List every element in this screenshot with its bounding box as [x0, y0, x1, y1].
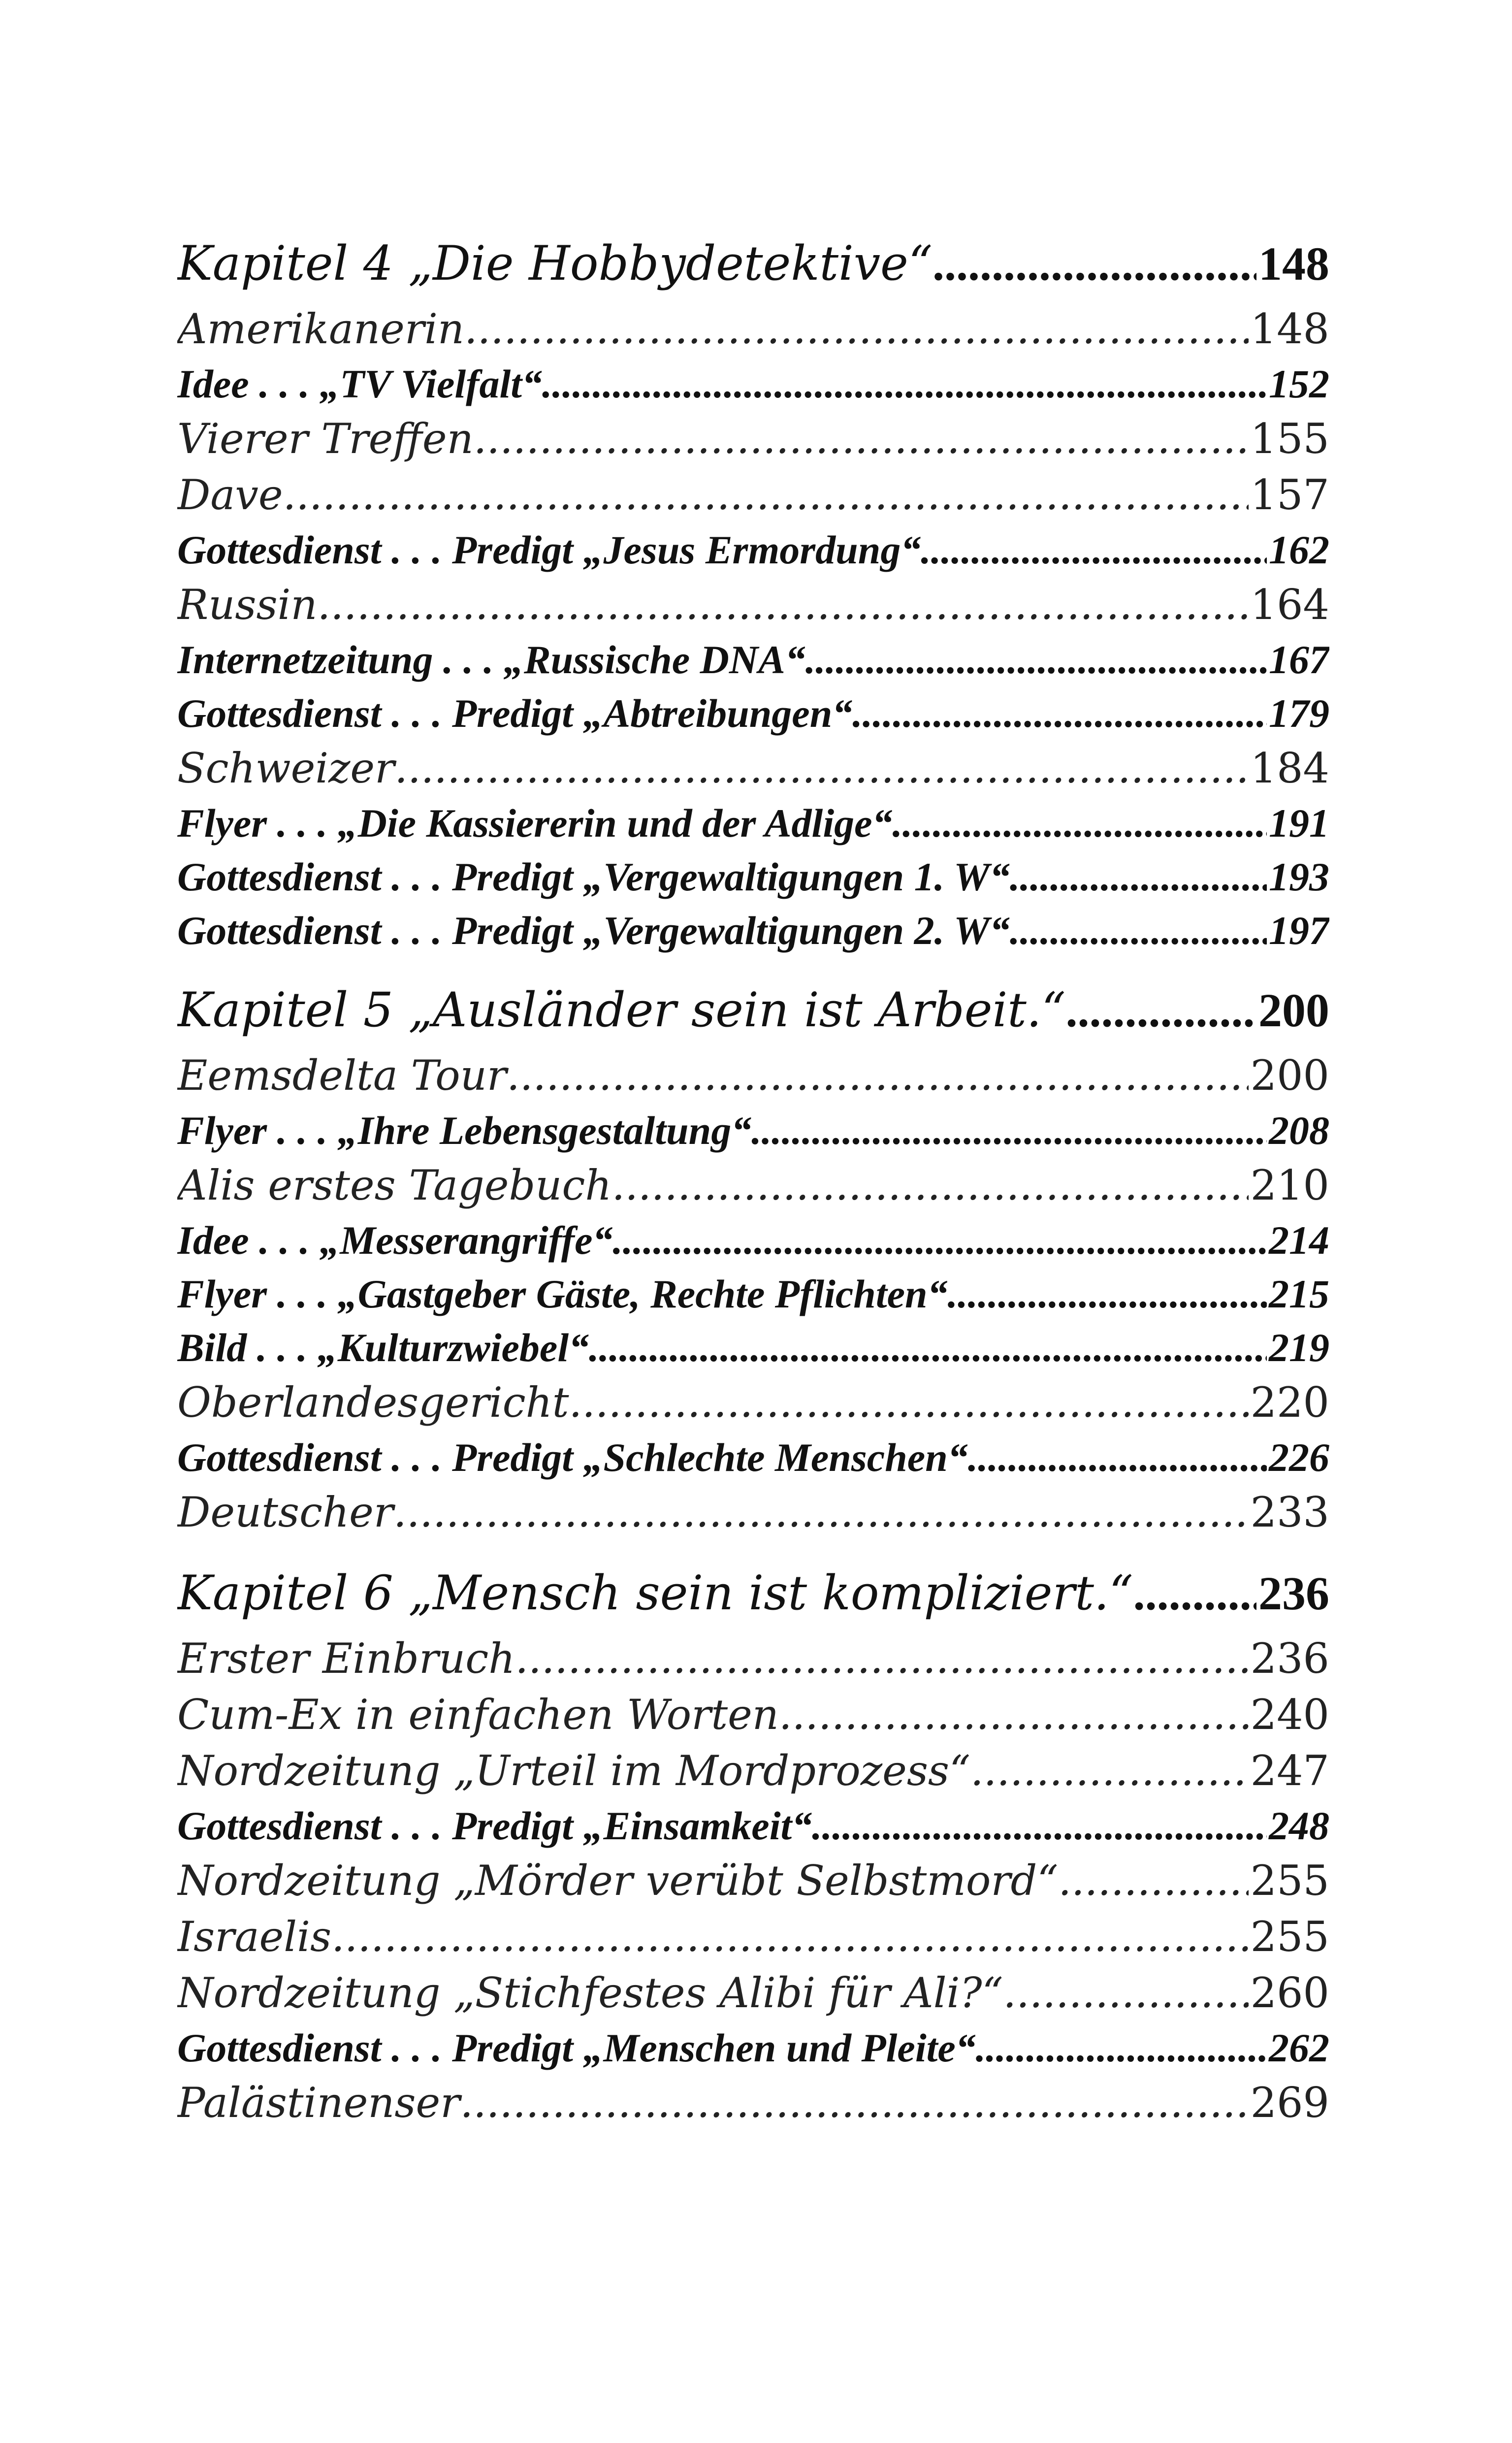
dot-leader	[948, 1267, 1267, 1321]
page-number: 219	[1269, 1325, 1329, 1370]
table-of-contents	[177, 227, 1329, 2131]
dot-leader	[515, 1630, 1248, 1687]
page-number: 214	[1269, 1218, 1329, 1263]
entry-title: Nordzeitung „Urteil im Mordprozess“	[177, 1747, 970, 1795]
dot-leader	[1065, 974, 1256, 1047]
entry-title: Oberlandesgericht	[177, 1378, 569, 1427]
dot-leader	[393, 1484, 1249, 1540]
dot-leader	[507, 1047, 1249, 1104]
entry-title: Idee . . . „TV Vielfalt“	[177, 361, 543, 406]
page-number: 193	[1269, 854, 1329, 899]
toc-entry[interactable]	[177, 850, 1329, 904]
page-number: 179	[1269, 691, 1329, 736]
toc-entry[interactable]	[177, 1321, 1329, 1374]
entry-title: Internetzeitung . . . „Russische DNA“	[177, 637, 805, 682]
entry-title: Flyer . . . „Gastgeber Gäste, Rechte Pflichten“	[177, 1271, 948, 1316]
dot-leader	[1010, 850, 1267, 904]
page-number: 157	[1250, 471, 1329, 519]
entry-title: Eemsdelta Tour	[177, 1051, 507, 1100]
entry-title: Gottesdienst . . . Predigt „Vergewaltigungen 2. W“	[177, 908, 1010, 953]
dot-leader	[612, 1157, 1249, 1213]
toc-entry[interactable]	[177, 1799, 1329, 1853]
dot-leader	[464, 301, 1249, 357]
toc-entry[interactable]	[177, 467, 1329, 523]
entry-title: Russin	[177, 581, 318, 629]
dot-leader	[751, 1104, 1267, 1157]
chapter-heading[interactable]	[177, 227, 1329, 301]
page-number: 155	[1250, 415, 1329, 463]
toc-entry[interactable]	[177, 1047, 1329, 1104]
dot-leader	[1133, 1557, 1256, 1630]
page-number: 200	[1258, 984, 1329, 1037]
entry-title: Alis erstes Tagebuch	[177, 1161, 612, 1209]
page-number: 197	[1269, 908, 1329, 953]
page-number: 191	[1269, 801, 1329, 846]
dot-leader	[812, 1799, 1267, 1853]
toc-entry[interactable]	[177, 1267, 1329, 1321]
entry-title: Gottesdienst . . . Predigt „Vergewaltigungen 1. W“	[177, 854, 1010, 899]
toc-entry[interactable]	[177, 577, 1329, 633]
dot-leader	[933, 227, 1256, 301]
dot-leader	[474, 411, 1249, 467]
chapter-spacer	[177, 1540, 1329, 1556]
toc-entry[interactable]	[177, 1687, 1329, 1743]
chapter-title: Kapitel 6 „Mensch sein ist kompliziert.“	[177, 1565, 1133, 1621]
chapter-heading[interactable]	[177, 1556, 1329, 1630]
toc-entry[interactable]	[177, 740, 1329, 796]
page-number: 215	[1269, 1271, 1329, 1316]
entry-title: Gottesdienst . . . Predigt „Schlechte Menschen“	[177, 1435, 968, 1480]
entry-title: Gottesdienst . . . Predigt „Abtreibungen“	[177, 691, 853, 736]
toc-entry[interactable]	[177, 301, 1329, 357]
toc-entry[interactable]	[177, 1853, 1329, 1909]
toc-entry[interactable]	[177, 411, 1329, 467]
chapter-title: Kapitel 4 „Die Hobbydetektive“	[177, 236, 933, 291]
page-number: 262	[1269, 2025, 1329, 2070]
page-number: 148	[1258, 237, 1329, 290]
toc-entry[interactable]	[177, 1909, 1329, 1965]
dot-leader	[1058, 1853, 1248, 1909]
page-number: 148	[1250, 305, 1329, 353]
dot-leader	[976, 2021, 1267, 2075]
toc-entry[interactable]	[177, 1104, 1329, 1157]
chapter-heading[interactable]	[177, 973, 1329, 1047]
dot-leader	[331, 1909, 1249, 1965]
toc-entry[interactable]	[177, 523, 1329, 577]
entry-title: Cum-Ex in einfachen Worten	[177, 1691, 779, 1739]
page-number: 240	[1250, 1691, 1329, 1739]
entry-title: Gottesdienst . . . Predigt „Einsamkeit“	[177, 1803, 812, 1848]
entry-title: Nordzeitung „Stichfestes Alibi für Ali?“	[177, 1969, 1003, 2017]
toc-entry[interactable]	[177, 2021, 1329, 2075]
toc-entry[interactable]	[177, 1213, 1329, 1267]
dot-leader	[1010, 904, 1267, 957]
entry-title: Dave	[177, 471, 283, 519]
dot-leader	[805, 633, 1267, 686]
entry-title: Flyer . . . „Die Kassiererin und der Adlige“	[177, 801, 893, 846]
toc-entry[interactable]	[177, 2075, 1329, 2131]
page-number: 236	[1250, 1634, 1329, 1683]
entry-title: Vierer Treffen	[177, 415, 474, 463]
dot-leader	[283, 467, 1249, 523]
dot-leader	[542, 357, 1267, 411]
toc-entry[interactable]	[177, 904, 1329, 957]
toc-entry[interactable]	[177, 1965, 1329, 2021]
page-number: 184	[1250, 744, 1329, 792]
toc-entry[interactable]	[177, 686, 1329, 740]
entry-title: Deutscher	[177, 1488, 394, 1536]
entry-title: Erster Einbruch	[177, 1634, 515, 1683]
page-number: 233	[1250, 1488, 1329, 1536]
page-number: 162	[1269, 527, 1329, 572]
entry-title: Flyer . . . „Ihre Lebensgestaltung“	[177, 1108, 752, 1153]
page-number: 226	[1269, 1435, 1329, 1480]
entry-title: Gottesdienst . . . Predigt „Jesus Ermordung“	[177, 527, 921, 572]
page-number: 220	[1250, 1378, 1329, 1427]
entry-title: Nordzeitung „Mörder verübt Selbstmord“	[177, 1857, 1059, 1905]
dot-leader	[569, 1374, 1249, 1431]
page-number: 208	[1269, 1108, 1329, 1153]
page-number: 152	[1269, 361, 1329, 406]
toc-entry[interactable]	[177, 796, 1329, 850]
page-number: 200	[1250, 1051, 1329, 1100]
dot-leader	[460, 2075, 1248, 2131]
dot-leader	[921, 523, 1267, 577]
dot-leader	[318, 577, 1249, 633]
dot-leader	[779, 1687, 1249, 1743]
dot-leader	[968, 1431, 1267, 1484]
chapter-spacer	[177, 957, 1329, 973]
page-number: 255	[1250, 1857, 1329, 1905]
toc-entry[interactable]	[177, 1374, 1329, 1431]
entry-title: Idee . . . „Messerangriffe“	[177, 1218, 613, 1263]
page-number: 167	[1269, 637, 1329, 682]
toc-entry[interactable]	[177, 1743, 1329, 1799]
dot-leader	[589, 1321, 1267, 1374]
toc-entry[interactable]	[177, 1484, 1329, 1540]
entry-title: Amerikanerin	[177, 305, 464, 353]
page-number: 255	[1250, 1913, 1329, 1961]
toc-entry[interactable]	[177, 1157, 1329, 1213]
dot-leader	[394, 740, 1248, 796]
dot-leader	[893, 796, 1267, 850]
entry-title: Palästinenser	[177, 2079, 460, 2127]
entry-title: Gottesdienst . . . Predigt „Menschen und Pleite“	[177, 2025, 976, 2070]
toc-entry[interactable]	[177, 1630, 1329, 1687]
page-number: 260	[1250, 1969, 1329, 2017]
page-number: 248	[1269, 1803, 1329, 1848]
dot-leader	[612, 1213, 1267, 1267]
entry-title: Bild . . . „Kulturzwiebel“	[177, 1325, 589, 1370]
entry-title: Israelis	[177, 1913, 332, 1961]
page-number: 164	[1250, 581, 1329, 629]
entry-title: Schweizer	[177, 744, 395, 792]
page-number: 269	[1250, 2079, 1329, 2127]
page-number: 210	[1250, 1161, 1329, 1209]
dot-leader	[970, 1743, 1249, 1799]
toc-entry[interactable]	[177, 633, 1329, 686]
dot-leader	[852, 686, 1267, 740]
page-number: 236	[1258, 1567, 1329, 1620]
dot-leader	[1003, 1965, 1248, 2021]
toc-entry[interactable]	[177, 1431, 1329, 1484]
toc-entry[interactable]	[177, 357, 1329, 411]
page-number: 247	[1250, 1747, 1329, 1795]
chapter-title: Kapitel 5 „Ausländer sein ist Arbeit.“	[177, 982, 1066, 1038]
